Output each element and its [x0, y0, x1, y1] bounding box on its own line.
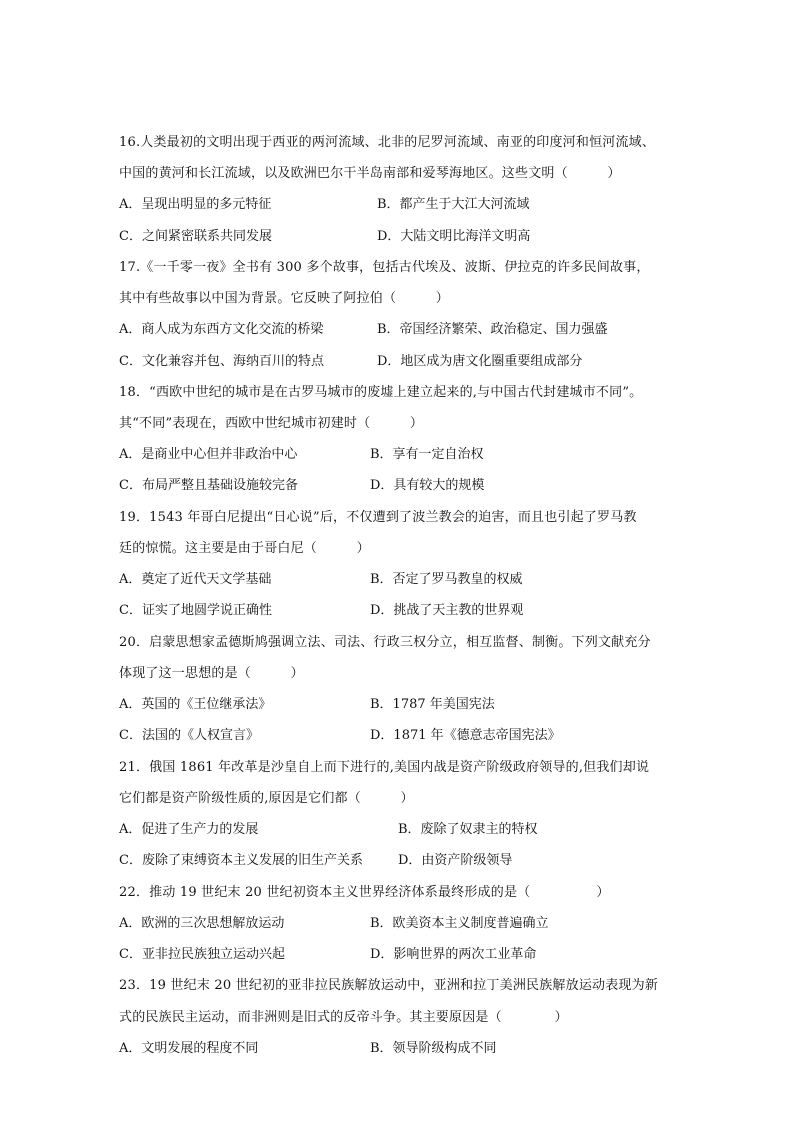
question-19-option-d: D．挑战了天主教的世界观 — [370, 603, 524, 618]
question-19-option-c: C．证实了地圆学说正确性 — [119, 603, 272, 618]
question-17-option-c: C．文化兼容并包、海纳百川的特点 — [119, 354, 324, 369]
question-18-option-d: D．具有较大的规模 — [370, 478, 485, 493]
question-20-option-c: C．法国的《人权宣言》 — [119, 728, 259, 743]
question-23-line-1: 23．19 世纪末 20 世纪初的亚非拉民族解放运动中，亚洲和拉丁美洲民族解放运动表现为新 — [119, 978, 659, 993]
question-16-line-1: 16.人类最初的文明出现于西亚的两河流域、北非的尼罗河流域、南亚的印度河和恒河流域、 — [119, 135, 656, 150]
question-17-option-a: A．商人成为东西方文化交流的桥梁 — [119, 322, 324, 337]
question-22-line-1: 22．推动 19 世纪末 20 世纪初资本主义世界经济体系最终形成的是（ ） — [119, 885, 610, 900]
question-19-option-b: B．否定了罗马教皇的权威 — [370, 572, 523, 587]
question-18-option-b: B．享有一定自治权 — [370, 447, 484, 462]
question-16-option-a: A．呈现出明显的多元特征 — [119, 197, 272, 212]
question-22-option-b: B．欧美资本主义制度普遍确立 — [370, 916, 549, 931]
question-23-line-2: 式的民族民主运动，而非洲则是旧式的反帝斗争。其主要原因是（ ） — [119, 1010, 568, 1025]
question-17-option-b: B．帝国经济繁荣、政治稳定、国力强盛 — [377, 322, 608, 337]
question-21-option-d: D．由资产阶级领导 — [398, 853, 513, 868]
question-18-line-2: 其“不同”表现在，西欧中世纪城市初建时（ ） — [119, 416, 424, 431]
question-17-option-d: D．地区成为唐文化圈重要组成部分 — [377, 354, 583, 369]
question-18-option-c: C．布局严整且基础设施较完备 — [119, 478, 298, 493]
question-19-option-a: A．奠定了近代天文学基础 — [119, 572, 272, 587]
question-20-option-b: B．1787 年美国宪法 — [370, 697, 495, 712]
question-17-line-2: 其中有些故事以中国为背景。它反映了阿拉伯（ ） — [119, 291, 450, 306]
question-21-line-2: 它们都是资产阶级性质的,原因是它们都（ ） — [119, 791, 414, 806]
question-17-line-1: 17.《一千零一夜》全书有 300 多个故事，包括古代埃及、波斯、伊拉克的许多民间故事， — [119, 260, 650, 275]
question-20-option-a: A．英国的《王位继承法》 — [119, 697, 272, 712]
question-20-line-2: 体现了这一思想的是（ ） — [119, 666, 304, 681]
question-22-option-c: C．亚非拉民族独立运动兴起 — [119, 947, 285, 962]
question-18-option-a: A．是商业中心但并非政治中心 — [119, 447, 298, 462]
question-16-option-c: C．之间紧密联系共同发展 — [119, 229, 272, 244]
question-21-option-c: C．废除了束缚资本主义发展的旧生产关系 — [119, 853, 363, 868]
question-16-option-b: B．都产生于大江大河流域 — [377, 197, 530, 212]
question-21-option-b: B．废除了奴隶主的特权 — [398, 822, 538, 837]
question-21-line-1: 21．俄国 1861 年改革是沙皇自上而下进行的,美国内战是资产阶级政府领导的,但我们却说 — [119, 760, 650, 775]
question-19-line-1: 19．1543 年哥白尼提出“日心说”后，不仅遭到了波兰教会的迫害，而且也引起了罗马教 — [119, 510, 637, 525]
question-20-line-1: 20．启蒙思想家孟德斯鸠强调立法、司法、行政三权分立，相互监督、制衡。下列文献充分 — [119, 635, 651, 650]
question-23-option-a: A．文明发展的程度不同 — [119, 1041, 259, 1056]
question-20-option-d: D．1871 年《德意志帝国宪法》 — [370, 728, 561, 743]
question-16-line-2: 中国的黄河和长江流域，以及欧洲巴尔干半岛南部和爱琴海地区。这些文明（ ） — [119, 166, 621, 181]
question-19-line-2: 廷的惊慌。这主要是由于哥白尼（ ） — [119, 541, 370, 556]
question-22-option-a: A．欧洲的三次思想解放运动 — [119, 916, 285, 931]
question-23-option-b: B．领导阶级构成不同 — [370, 1041, 497, 1056]
question-16-option-d: D．大陆文明比海洋文明高 — [377, 229, 531, 244]
question-22-option-d: D．影响世界的两次工业革命 — [370, 947, 537, 962]
question-21-option-a: A．促进了生产力的发展 — [119, 822, 259, 837]
question-18-line-1: 18．“西欧中世纪的城市是在古罗马城市的废墟上建立起来的,与中国古代封建城市不同”。 — [119, 385, 643, 400]
